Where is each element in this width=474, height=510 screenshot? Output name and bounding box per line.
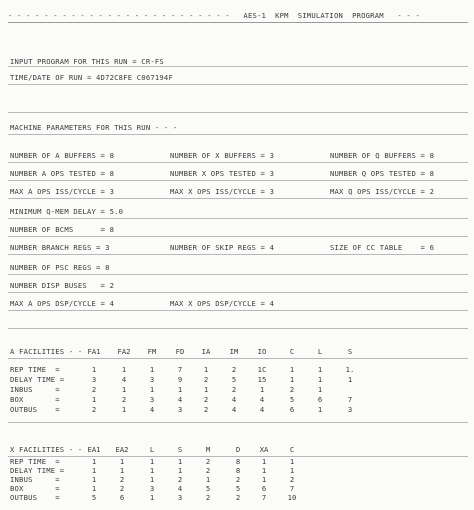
table-cell: 1 — [261, 475, 267, 484]
table-cell: 2 — [231, 385, 237, 394]
divider — [8, 310, 468, 311]
table-cell: 5 — [235, 484, 241, 493]
table-cell: 2 — [203, 375, 209, 384]
divider — [8, 84, 468, 85]
table-cell: 4 — [231, 405, 237, 414]
table-cell: 1 — [261, 457, 267, 466]
column-header: FM — [147, 347, 157, 356]
table-cell: 1 — [177, 457, 183, 466]
table-cell: 1 — [119, 457, 125, 466]
table-cell: 1 — [149, 457, 155, 466]
param-disp-buses: NUMBER DISP BUSES = 2 — [10, 281, 115, 290]
table-cell: 6 — [261, 484, 267, 493]
divider — [8, 292, 468, 293]
a-facilities-title: A FACILITIES - - — [10, 347, 87, 356]
column-header: FA1 — [87, 347, 101, 356]
table-cell: 3 — [347, 405, 353, 414]
divider — [8, 162, 468, 163]
table-cell: 2 — [119, 475, 125, 484]
table-cell: 9 — [177, 375, 183, 384]
divider — [8, 134, 468, 135]
divider — [8, 358, 468, 359]
table-cell: 3 — [149, 395, 155, 404]
machine-parameters-title: MACHINE PARAMETERS FOR THIS RUN - - - — [10, 123, 178, 132]
param-x-ops-tested: NUMBER X OPS TESTED = 3 — [170, 169, 275, 178]
table-cell: 2 — [177, 475, 183, 484]
table-cell: 4 — [177, 484, 183, 493]
row-label: REP TIME = — [10, 365, 60, 374]
divider — [8, 198, 468, 199]
column-header: FA2 — [117, 347, 131, 356]
param-q-buffers: NUMBER OF Q BUFFERS = 8 — [330, 151, 435, 160]
table-cell: 7 — [289, 484, 295, 493]
table-cell: 6 — [317, 395, 323, 404]
table-cell: 2 — [119, 484, 125, 493]
table-cell: 2 — [289, 385, 295, 394]
table-cell: 1. — [345, 365, 355, 374]
param-branch-regs: NUMBER BRANCH REGS = 3 — [10, 243, 110, 252]
table-cell: 1 — [203, 365, 209, 374]
table-cell: 1 — [317, 365, 323, 374]
table-cell: 2 — [91, 385, 97, 394]
param-q-ops-iss: MAX Q OPS ISS/CYCLE = 2 — [330, 187, 435, 196]
divider — [8, 180, 468, 181]
table-cell: 6 — [119, 493, 125, 502]
table-cell: 1 — [91, 365, 97, 374]
input-program-line: INPUT PROGRAM FOR THIS RUN = CR-FS — [10, 57, 164, 66]
table-cell: 1 — [149, 365, 155, 374]
table-cell: 3 — [149, 484, 155, 493]
table-cell: 1 — [203, 385, 209, 394]
param-q-mem-delay: MINIMUM Q-MEM DELAY = 5.0 — [10, 207, 124, 216]
table-cell: 4 — [259, 405, 265, 414]
divider — [8, 254, 468, 255]
table-cell: 5 — [205, 484, 211, 493]
table-cell: 2 — [91, 405, 97, 414]
param-x-ops-dsp: MAX X OPS DSP/CYCLE = 4 — [170, 299, 275, 308]
param-a-ops-tested: NUMBER A OPS TESTED = 8 — [10, 169, 115, 178]
table-cell: 3 — [177, 405, 183, 414]
param-cc-table: SIZE OF CC TABLE = 6 — [330, 243, 435, 252]
table-cell: 5 — [91, 493, 97, 502]
divider — [8, 328, 468, 329]
table-cell: 1 — [317, 375, 323, 384]
table-cell: 4 — [231, 395, 237, 404]
param-a-ops-dsp: MAX A OPS DSP/CYCLE = 4 — [10, 299, 115, 308]
row-label: INBUS = — [10, 385, 60, 394]
x-facilities-title: X FACILITIES - - — [10, 445, 87, 454]
divider — [8, 274, 468, 275]
row-label: OUTBUS = — [10, 405, 60, 414]
param-q-ops-tested: NUMBER Q OPS TESTED = 8 — [330, 169, 435, 178]
table-cell: 2 — [235, 475, 241, 484]
table-cell: 8 — [235, 466, 241, 475]
divider — [8, 218, 468, 219]
table-cell: 2 — [203, 395, 209, 404]
row-label: OUTBUS = — [10, 493, 60, 502]
divider — [8, 66, 468, 67]
table-cell: 1 — [177, 466, 183, 475]
table-cell: 1 — [317, 405, 323, 414]
table-cell: 8 — [235, 457, 241, 466]
divider — [8, 422, 468, 423]
table-cell: 1 — [289, 466, 295, 475]
param-x-buffers: NUMBER OF X BUFFERS = 3 — [170, 151, 275, 160]
table-cell: 1 — [317, 385, 323, 394]
table-cell: 1 — [149, 493, 155, 502]
table-cell: 2 — [231, 365, 237, 374]
table-cell: 2 — [289, 475, 295, 484]
table-cell: 4 — [121, 375, 127, 384]
table-cell: 2 — [205, 466, 211, 475]
param-x-ops-iss: MAX X OPS ISS/CYCLE = 3 — [170, 187, 275, 196]
table-cell: 5 — [289, 395, 295, 404]
table-cell: 7 — [177, 365, 183, 374]
row-label: BOX = — [10, 395, 60, 404]
table-cell: 1 — [121, 405, 127, 414]
row-label: DELAY TIME = — [10, 466, 65, 475]
row-label: BOX = — [10, 484, 60, 493]
column-header: D — [235, 445, 241, 454]
table-cell: 15 — [257, 375, 267, 384]
table-cell: 1 — [91, 475, 97, 484]
table-cell: 2 — [205, 457, 211, 466]
table-cell: 4 — [149, 405, 155, 414]
column-header: EA2 — [115, 445, 129, 454]
table-cell: 1 — [261, 466, 267, 475]
column-header: FD — [175, 347, 185, 356]
column-header: S — [347, 347, 353, 356]
column-header: L — [317, 347, 323, 356]
column-header: C — [289, 445, 295, 454]
table-cell: 5 — [231, 375, 237, 384]
table-cell: 1 — [121, 365, 127, 374]
row-label: REP TIME = — [10, 457, 60, 466]
divider — [8, 236, 468, 237]
program-banner: - - - - - - - - - - - - - - - - - - - - - - - - - AES-1 KPM SIMULATION PROGRAM - - - — [8, 11, 420, 20]
table-cell: 4 — [259, 395, 265, 404]
column-header: IO — [257, 347, 267, 356]
table-cell: 7 — [347, 395, 353, 404]
column-header: C — [289, 347, 295, 356]
param-bcms: NUMBER OF BCMS = 8 — [10, 225, 115, 234]
table-cell: 1 — [149, 475, 155, 484]
table-cell: 2 — [121, 395, 127, 404]
param-a-buffers: NUMBER OF A BUFFERS = 8 — [10, 151, 115, 160]
column-header: L — [149, 445, 155, 454]
table-cell: 7 — [261, 493, 267, 502]
param-skip-regs: NUMBER OF SKIP REGS = 4 — [170, 243, 275, 252]
table-cell: 1 — [289, 365, 295, 374]
table-cell: 4 — [177, 395, 183, 404]
table-cell: 1 — [121, 385, 127, 394]
param-psc-regs: NUMBER OF PSC REGS = 8 — [10, 263, 110, 272]
table-cell: 1 — [177, 385, 183, 394]
table-cell: 1 — [259, 385, 265, 394]
table-cell: 3 — [149, 375, 155, 384]
column-header: S — [177, 445, 183, 454]
table-cell: 2 — [235, 493, 241, 502]
table-cell: 2 — [205, 493, 211, 502]
table-cell: 2 — [203, 405, 209, 414]
column-header: EA1 — [87, 445, 101, 454]
table-cell: 1 — [119, 466, 125, 475]
table-cell: 1 — [91, 395, 97, 404]
row-label: INBUS = — [10, 475, 60, 484]
divider — [8, 112, 468, 113]
time-date-line: TIME/DATE OF RUN = 4D72C8FE C067194F — [10, 73, 173, 82]
table-cell: 1 — [289, 375, 295, 384]
table-cell: 1 — [289, 457, 295, 466]
table-cell: 1 — [91, 484, 97, 493]
divider — [8, 22, 468, 23]
column-header: IA — [201, 347, 211, 356]
column-header: M — [205, 445, 211, 454]
table-cell: 1 — [347, 375, 353, 384]
table-cell: 1 — [149, 466, 155, 475]
table-cell: 6 — [289, 405, 295, 414]
table-cell: 3 — [91, 375, 97, 384]
table-cell: 1 — [205, 475, 211, 484]
table-cell: 3 — [177, 493, 183, 502]
table-cell: 10 — [287, 493, 297, 502]
table-cell: 1 — [149, 385, 155, 394]
row-label: DELAY TIME = — [10, 375, 65, 384]
table-cell: 1C — [257, 365, 267, 374]
table-cell: 1 — [91, 457, 97, 466]
param-a-ops-iss: MAX A OPS ISS/CYCLE = 3 — [10, 187, 115, 196]
column-header: IM — [229, 347, 239, 356]
table-cell: 1 — [91, 466, 97, 475]
column-header: XA — [259, 445, 269, 454]
